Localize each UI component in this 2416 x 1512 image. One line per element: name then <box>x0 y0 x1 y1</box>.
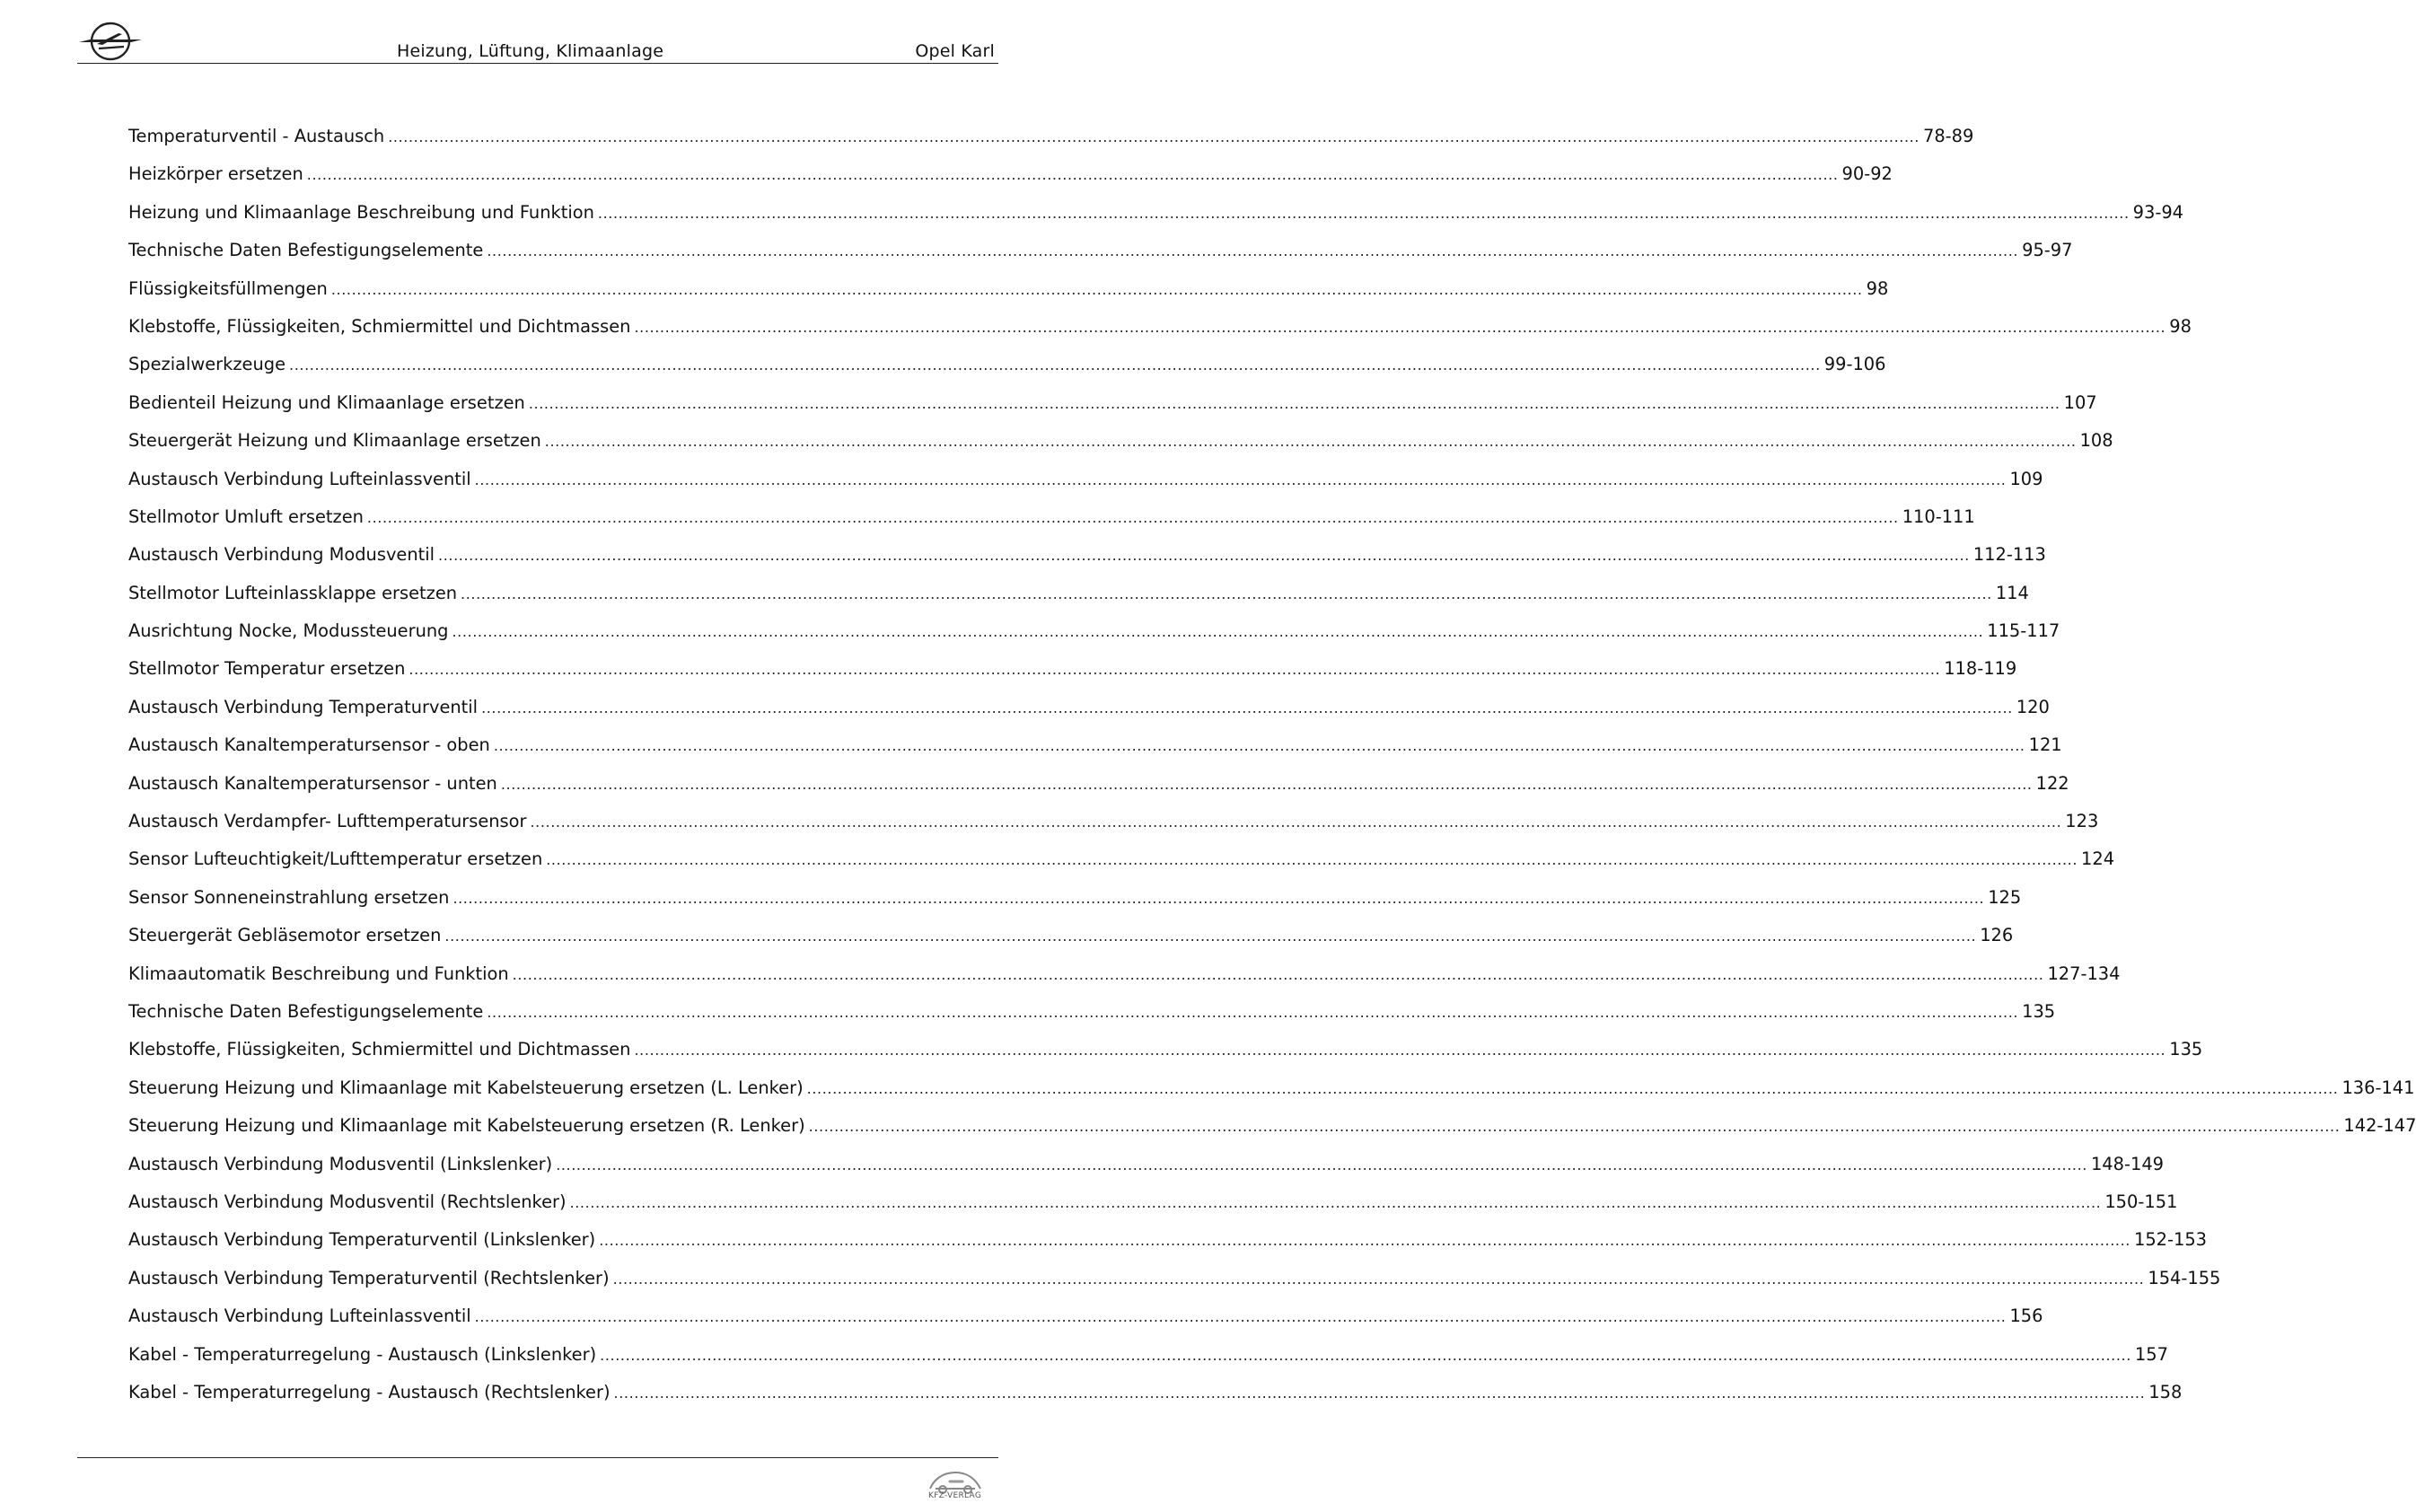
toc-dot-leader: ............................................................................................................................................................................................................................................................................................................ <box>544 433 2077 451</box>
toc-entry-page: 90-92 <box>1841 163 1893 185</box>
toc-entry-title: Klebstoffe, Flüssigkeiten, Schmiermittel und Dichtmassen <box>128 315 631 337</box>
toc-dot-leader: ............................................................................................................................................................................................................................................................................................................ <box>452 623 1984 641</box>
toc-entry[interactable] <box>128 582 2029 620</box>
toc-entry[interactable] <box>128 1191 2178 1229</box>
toc-entry[interactable] <box>128 1305 2043 1343</box>
toc-dot-leader: ............................................................................................................................................................................................................................................................................................................ <box>330 280 1863 298</box>
toc-entry-page: 99-106 <box>1823 354 1886 375</box>
toc-entry-title: Sensor Lufteuchtigkeit/Lufttemperatur ersetzen <box>128 848 543 870</box>
toc-entry-page: 142-147 <box>2343 1115 2416 1137</box>
toc-dot-leader: ............................................................................................................................................................................................................................................................................................................ <box>556 1156 2087 1174</box>
toc-entry[interactable] <box>128 811 2099 848</box>
toc-dot-leader: ............................................................................................................................................................................................................................................................................................................ <box>528 394 2060 412</box>
toc-dot-leader: ............................................................................................................................................................................................................................................................................................................ <box>634 1042 2166 1059</box>
toc-entry[interactable] <box>128 1153 2164 1191</box>
toc-entry[interactable] <box>128 1343 2168 1382</box>
toc-entry[interactable] <box>128 1077 2415 1115</box>
toc-entry-title: Stellmotor Temperatur ersetzen <box>128 658 406 680</box>
footer-divider <box>77 1457 998 1458</box>
toc-dot-leader: ............................................................................................................................................................................................................................................................................................................ <box>600 1346 2131 1364</box>
toc-dot-leader: ............................................................................................................................................................................................................................................................................................................ <box>388 128 1920 145</box>
toc-entry[interactable] <box>128 1229 2208 1267</box>
toc-entry-title: Austausch Verbindung Temperaturventil (Rechtslenker) <box>128 1267 610 1288</box>
toc-entry-page: 123 <box>2065 811 2099 832</box>
toc-entry-page: 135 <box>2022 1000 2056 1022</box>
toc-entry-title: Spezialwerkzeuge <box>128 354 286 375</box>
toc-entry-title: Klimaautomatik Beschreibung und Funktion <box>128 963 509 984</box>
toc-entry-page: 127-134 <box>2047 963 2121 984</box>
toc-dot-leader: ............................................................................................................................................................................................................................................................................................................ <box>366 508 1899 526</box>
toc-dot-leader: ............................................................................................................................................................................................................................................................................................................ <box>546 851 2078 869</box>
toc-entry[interactable] <box>128 925 2014 963</box>
toc-dot-leader: ............................................................................................................................................................................................................................................................................................................ <box>512 965 2044 983</box>
toc-entry-title: Austausch Verbindung Temperaturventil <box>128 696 479 717</box>
toc-dot-leader: ............................................................................................................................................................................................................................................................................................................ <box>493 737 2025 755</box>
toc-entry-title: Steuergerät Heizung und Klimaanlage ersetzen <box>128 430 541 452</box>
toc-entry-page: 122 <box>2035 772 2069 794</box>
toc-dot-leader: ............................................................................................................................................................................................................................................................................................................ <box>306 166 1839 184</box>
toc-entry-page: 98 <box>2169 315 2192 337</box>
toc-entry-title: Heizung und Klimaanlage Beschreibung und Funktion <box>128 201 594 223</box>
toc-dot-leader: ............................................................................................................................................................................................................................................................................................................ <box>452 889 1985 907</box>
toc-dot-leader: ............................................................................................................................................................................................................................................................................................................ <box>481 699 2013 716</box>
toc-entry-title: Austausch Kanaltemperatursensor - oben <box>128 734 490 756</box>
opel-logo-icon <box>77 20 144 65</box>
toc-entry-title: Austausch Verbindung Modusventil (Linkslenker) <box>128 1153 553 1174</box>
toc-entry-title: Austausch Verbindung Temperaturventil (Linkslenker) <box>128 1229 596 1251</box>
toc-entry[interactable] <box>128 430 2113 468</box>
toc-entry[interactable] <box>128 734 2062 772</box>
toc-entry[interactable] <box>128 201 2184 240</box>
toc-dot-leader: ............................................................................................................................................................................................................................................................................................................ <box>569 1193 2102 1211</box>
toc-entry-page: 78-89 <box>1923 126 1974 146</box>
toc-entry-title: Austausch Verbindung Lufteinlassventil <box>128 1305 471 1327</box>
toc-entry-page: 154-155 <box>2148 1267 2221 1288</box>
toc-entry-page: 107 <box>2063 391 2097 413</box>
toc-entry[interactable] <box>128 354 1886 391</box>
header-brand: Opel Karl <box>915 41 995 61</box>
toc-entry[interactable] <box>128 772 2069 811</box>
toc-entry-title: Austausch Verdampfer- Lufttemperatursensor <box>128 811 527 832</box>
toc-dot-leader: ............................................................................................................................................................................................................................................................................................................ <box>808 1118 2341 1136</box>
header-divider <box>77 63 998 64</box>
toc-dot-leader: ............................................................................................................................................................................................................................................................................................................ <box>474 470 2007 488</box>
toc-entry-title: Temperaturventil - Austausch <box>128 126 385 146</box>
toc-entry-page: 95-97 <box>2022 240 2073 261</box>
toc-entry[interactable] <box>128 620 2060 658</box>
toc-entry-title: Bedienteil Heizung und Klimaanlage ersetzen <box>128 391 525 413</box>
toc-entry-page: 120 <box>2016 696 2050 717</box>
toc-dot-leader: ............................................................................................................................................................................................................................................................................................................ <box>409 661 1941 679</box>
toc-entry-page: 109 <box>2009 468 2043 489</box>
toc-entry-title: Sensor Sonneneinstrahlung ersetzen <box>128 886 450 908</box>
toc-entry-page: 135 <box>2169 1039 2203 1060</box>
toc-entry-page: 121 <box>2028 734 2062 756</box>
toc-entry-title: Austausch Verbindung Lufteinlassventil <box>128 468 471 489</box>
toc-entry[interactable] <box>128 391 2097 430</box>
toc-dot-leader: ............................................................................................................................................................................................................................................................................................................ <box>461 585 1992 602</box>
toc-entry[interactable] <box>128 505 1975 544</box>
toc-entry[interactable] <box>128 658 2017 696</box>
toc-entry-page: 152-153 <box>2133 1229 2208 1251</box>
toc-entry[interactable] <box>128 1381 2183 1420</box>
toc-dot-leader: ............................................................................................................................................................................................................................................................................................................ <box>444 927 1977 945</box>
toc-dot-leader: ............................................................................................................................................................................................................................................................................................................ <box>634 318 2166 336</box>
page-header <box>77 18 998 65</box>
toc-entry-page: 118-119 <box>1944 658 2017 680</box>
toc-dot-leader: ............................................................................................................................................................................................................................................................................................................ <box>530 813 2062 831</box>
toc-entry-page: 126 <box>1980 925 2014 946</box>
toc-dot-leader: ............................................................................................................................................................................................................................................................................................................ <box>612 1270 2145 1288</box>
toc-entry-title: Austausch Verbindung Modusventil <box>128 544 435 566</box>
toc-entry-title: Kabel - Temperaturregelung - Austausch (Linkslenker) <box>128 1343 597 1365</box>
table-of-contents <box>128 126 2416 1420</box>
toc-entry[interactable] <box>128 848 2115 886</box>
toc-dot-leader: ............................................................................................................................................................................................................................................................................................................ <box>806 1079 2339 1097</box>
toc-dot-leader: ............................................................................................................................................................................................................................................................................................................ <box>613 1384 2146 1402</box>
toc-dot-leader: ............................................................................................................................................................................................................................................................................................................ <box>597 204 2130 222</box>
toc-entry-title: Klebstoffe, Flüssigkeiten, Schmiermittel und Dichtmassen <box>128 1039 631 1060</box>
toc-entry[interactable] <box>128 163 1893 201</box>
toc-dot-leader: ............................................................................................................................................................................................................................................................................................................ <box>487 242 2019 260</box>
toc-entry[interactable] <box>128 963 2121 1001</box>
toc-entry-page: 136-141 <box>2341 1077 2415 1098</box>
toc-dot-leader: ............................................................................................................................................................................................................................................................................................................ <box>500 775 2033 793</box>
header-title: Heizung, Lüftung, Klimaanlage <box>397 41 664 61</box>
toc-entry-page: 114 <box>1995 582 2029 603</box>
toc-entry[interactable] <box>128 544 2046 582</box>
toc-entry-title: Ausrichtung Nocke, Modussteuerung <box>128 620 449 642</box>
toc-entry-title: Steuerung Heizung und Klimaanlage mit Kabelsteuerung ersetzen (L. Lenker) <box>128 1077 804 1098</box>
toc-entry-page: 110-111 <box>1902 505 1975 527</box>
toc-entry-title: Austausch Verbindung Modusventil (Rechtslenker) <box>128 1191 567 1212</box>
toc-entry[interactable] <box>128 1115 2416 1153</box>
toc-entry-page: 115-117 <box>1987 620 2060 642</box>
toc-entry-page: 156 <box>2009 1305 2043 1327</box>
footer-logo-text: KFZ-VERLAG <box>928 1491 982 1500</box>
toc-entry-page: 125 <box>1988 886 2022 908</box>
toc-dot-leader: ............................................................................................................................................................................................................................................................................................................ <box>474 1308 2007 1326</box>
toc-entry[interactable] <box>128 468 2043 506</box>
toc-entry[interactable] <box>128 886 2022 925</box>
toc-entry-title: Steuergerät Gebläsemotor ersetzen <box>128 925 442 946</box>
toc-entry-page: 124 <box>2081 848 2115 870</box>
toc-entry-page: 148-149 <box>2090 1153 2164 1174</box>
toc-entry-page: 112-113 <box>1972 544 2046 566</box>
toc-entry[interactable] <box>128 315 2192 354</box>
toc-dot-leader: ............................................................................................................................................................................................................................................................................................................ <box>289 356 1821 374</box>
toc-entry-title: Kabel - Temperaturregelung - Austausch (Rechtslenker) <box>128 1381 611 1402</box>
toc-entry-title: Technische Daten Befestigungselemente <box>128 1000 484 1022</box>
toc-entry-title: Stellmotor Umluft ersetzen <box>128 505 364 527</box>
toc-dot-leader: ............................................................................................................................................................................................................................................................................................................ <box>599 1232 2130 1250</box>
toc-entry-page: 98 <box>1866 277 1889 299</box>
toc-dot-leader: ............................................................................................................................................................................................................................................................................................................ <box>438 547 1970 565</box>
toc-entry-page: 108 <box>2079 430 2113 452</box>
toc-entry-title: Technische Daten Befestigungselemente <box>128 240 484 261</box>
toc-entry-title: Austausch Kanaltemperatursensor - unten <box>128 772 497 794</box>
toc-entry-page: 158 <box>2148 1381 2183 1402</box>
toc-entry[interactable] <box>128 277 1889 316</box>
toc-entry-title: Heizkörper ersetzen <box>128 163 303 185</box>
toc-entry[interactable] <box>128 696 2050 734</box>
toc-entry-page: 157 <box>2134 1343 2168 1365</box>
toc-entry[interactable] <box>128 1039 2203 1077</box>
toc-entry-title: Flüssigkeitsfüllmengen <box>128 277 328 299</box>
toc-entry-page: 150-151 <box>2104 1191 2178 1212</box>
toc-entry-page: 93-94 <box>2132 201 2184 223</box>
toc-entry[interactable] <box>128 126 1974 163</box>
toc-entry[interactable] <box>128 1267 2221 1305</box>
car-wrench-logo-icon <box>923 1462 988 1508</box>
toc-entry-title: Steuerung Heizung und Klimaanlage mit Kabelsteuerung ersetzen (R. Lenker) <box>128 1115 805 1137</box>
toc-entry[interactable] <box>128 240 2073 277</box>
toc-dot-leader: ............................................................................................................................................................................................................................................................................................................ <box>487 1003 2019 1021</box>
toc-entry-title: Stellmotor Lufteinlassklappe ersetzen <box>128 582 458 603</box>
toc-entry[interactable] <box>128 1000 2056 1039</box>
